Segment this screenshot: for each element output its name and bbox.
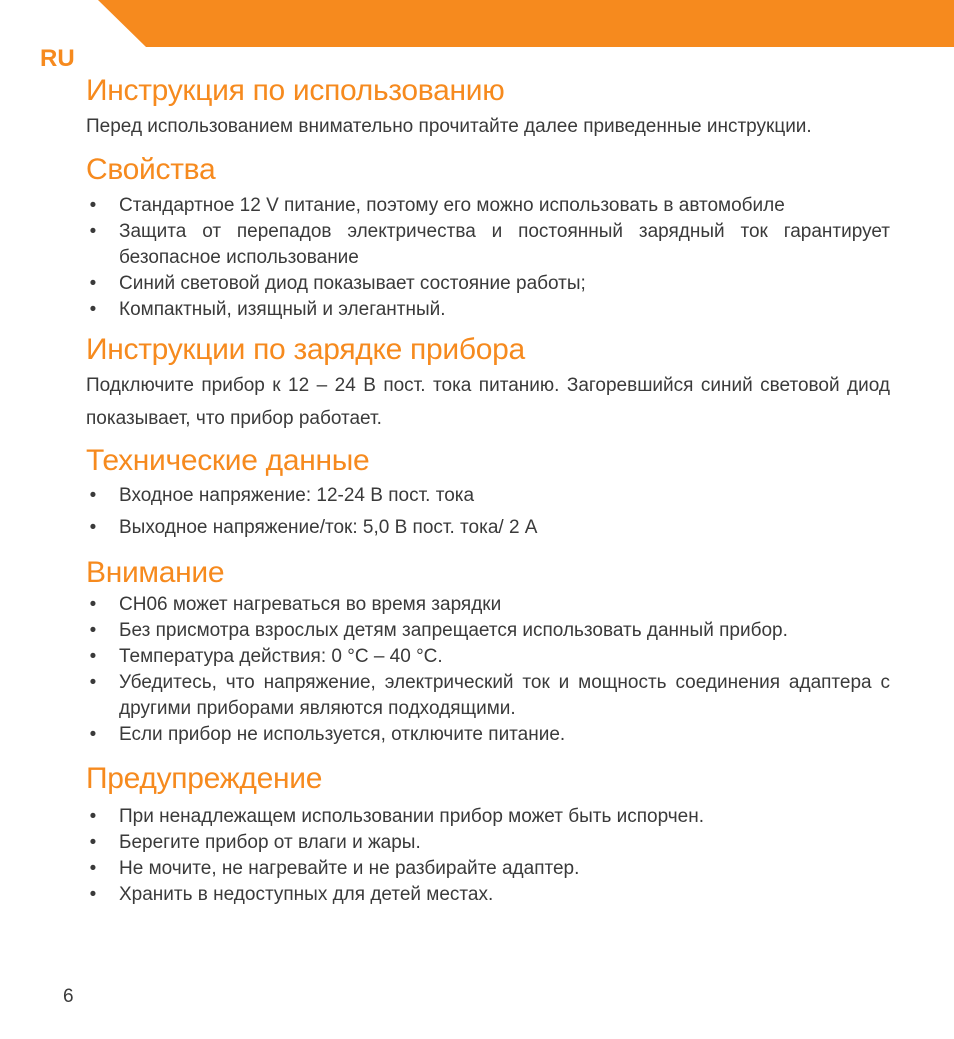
- list-item: • Если прибор не используется, отключите питание.: [86, 722, 890, 748]
- section-title: Инструкция по использованию: [86, 74, 505, 107]
- section-title: Предупреждение: [86, 762, 323, 795]
- list-item: • Защита от перепадов электричества и постоянный зарядный ток гарантирует безопасное использование: [86, 219, 890, 271]
- spec-list: [86, 480, 890, 544]
- bullet-icon: •: [89, 594, 97, 615]
- bullet-icon: •: [89, 620, 97, 641]
- section-title: Внимание: [86, 556, 225, 589]
- list-item: • Без присмотра взрослых детям запрещается использовать данный прибор.: [86, 618, 890, 644]
- list-item: • Температура действия: 0 °C – 40 °C.: [86, 644, 890, 670]
- list-item: • CH06 может нагреваться во время зарядки: [86, 592, 890, 618]
- bullet-icon: •: [89, 221, 97, 242]
- list-item: • Не мочите, не нагревайте и не разбирайте адаптер.: [86, 856, 890, 882]
- list-item: • Компактный, изящный и элегантный.: [86, 297, 890, 323]
- bullet-icon: •: [89, 806, 97, 827]
- section-features: [86, 151, 890, 323]
- bullet-icon: •: [89, 646, 97, 667]
- bullet-icon: •: [89, 672, 97, 693]
- bullet-icon: •: [89, 858, 97, 879]
- list-item: • Синий световой диод показывает состояние работы;: [86, 271, 890, 297]
- section-charging-instructions: [86, 331, 890, 435]
- list-item: • При ненадлежащем использовании прибор может быть испорчен.: [86, 804, 890, 830]
- section-title: Свойства: [86, 153, 216, 186]
- language-code: RU: [40, 45, 75, 72]
- list-item: • Убедитесь, что напряжение, электрический ток и мощность соединения адаптера с другими приборами являются подходящими.: [86, 670, 890, 722]
- list-item: • Входное напряжение: 12-24 В пост. тока: [86, 480, 890, 512]
- manual-content: [86, 72, 890, 908]
- page-number: 6: [63, 986, 74, 1007]
- bullet-icon: •: [89, 299, 97, 320]
- section-usage-instructions: [86, 72, 890, 143]
- list-item: • Выходное напряжение/ток: 5,0 В пост. тока/ 2 А: [86, 512, 890, 544]
- feature-list: [86, 193, 890, 323]
- bullet-icon: •: [89, 485, 97, 506]
- bullet-icon: •: [89, 195, 97, 216]
- section-text: Подключите прибор к 12 – 24 В пост. тока питанию. Загоревшийся синий световой диод показывает, что прибор работает.: [86, 375, 890, 429]
- bullet-icon: •: [89, 724, 97, 745]
- attention-list: [86, 592, 890, 748]
- bullet-icon: •: [89, 832, 97, 853]
- list-item: • Стандартное 12 V питание, поэтому его можно использовать в автомобиле: [86, 193, 890, 219]
- header-orange-band: [98, 0, 954, 47]
- section-warning: [86, 760, 890, 908]
- bullet-icon: •: [89, 273, 97, 294]
- list-item: • Берегите прибор от влаги и жары.: [86, 830, 890, 856]
- list-item: • Хранить в недоступных для детей местах.: [86, 882, 890, 908]
- section-title: Инструкции по зарядке прибора: [86, 333, 525, 366]
- section-specifications: [86, 442, 890, 544]
- warning-list: [86, 804, 890, 908]
- section-text: Перед использованием внимательно прочитайте далее приведенные инструкции.: [86, 116, 812, 137]
- section-attention: [86, 554, 890, 748]
- bullet-icon: •: [89, 884, 97, 905]
- section-title: Технические данные: [86, 444, 370, 477]
- bullet-icon: •: [89, 517, 97, 538]
